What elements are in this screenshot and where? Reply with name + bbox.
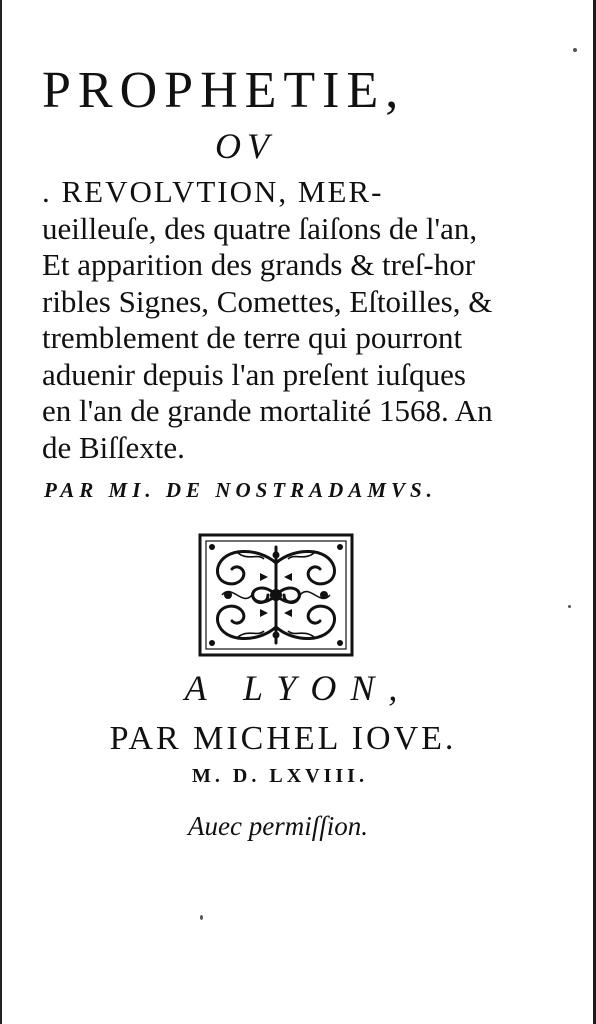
main-title: PROPHETIE, <box>42 62 406 119</box>
title-connector: OV <box>215 126 275 166</box>
ink-speck <box>568 605 571 608</box>
ink-speck <box>200 915 203 920</box>
imprint-permission: Auec permiſſion. <box>188 811 368 841</box>
subtitle-line: . REVOLVTION, MER- <box>42 174 384 209</box>
imprint-printer: PAR MICHEL IOVE. <box>109 720 457 757</box>
subtitle-line: de Biſſexte. <box>42 429 185 465</box>
imprint-place: A LYON, <box>184 668 412 708</box>
subtitle-line: en l'an de grande mortalité 1568. An <box>42 393 493 428</box>
ink-speck <box>573 48 577 52</box>
subtitle-text-block <box>42 174 492 466</box>
subtitle-line: ribles Signes, Comettes, Eſtoilles, & <box>42 283 493 319</box>
printers-ornament-fleuron-icon <box>198 533 354 657</box>
subtitle-line: Et apparition des grands & treſ-hor <box>42 247 476 282</box>
imprint-date: M. D. LXVIII. <box>192 765 368 787</box>
subtitle-line: aduenir depuis l'an preſent iuſques <box>42 356 466 392</box>
author-line: PAR MI. DE NOSTRADAMVS. <box>44 478 437 502</box>
subtitle-line: tremblement de terre qui pourront <box>42 320 463 355</box>
subtitle-line: ueilleuſe, des quatre ſaiſons de l'an, <box>42 210 478 246</box>
